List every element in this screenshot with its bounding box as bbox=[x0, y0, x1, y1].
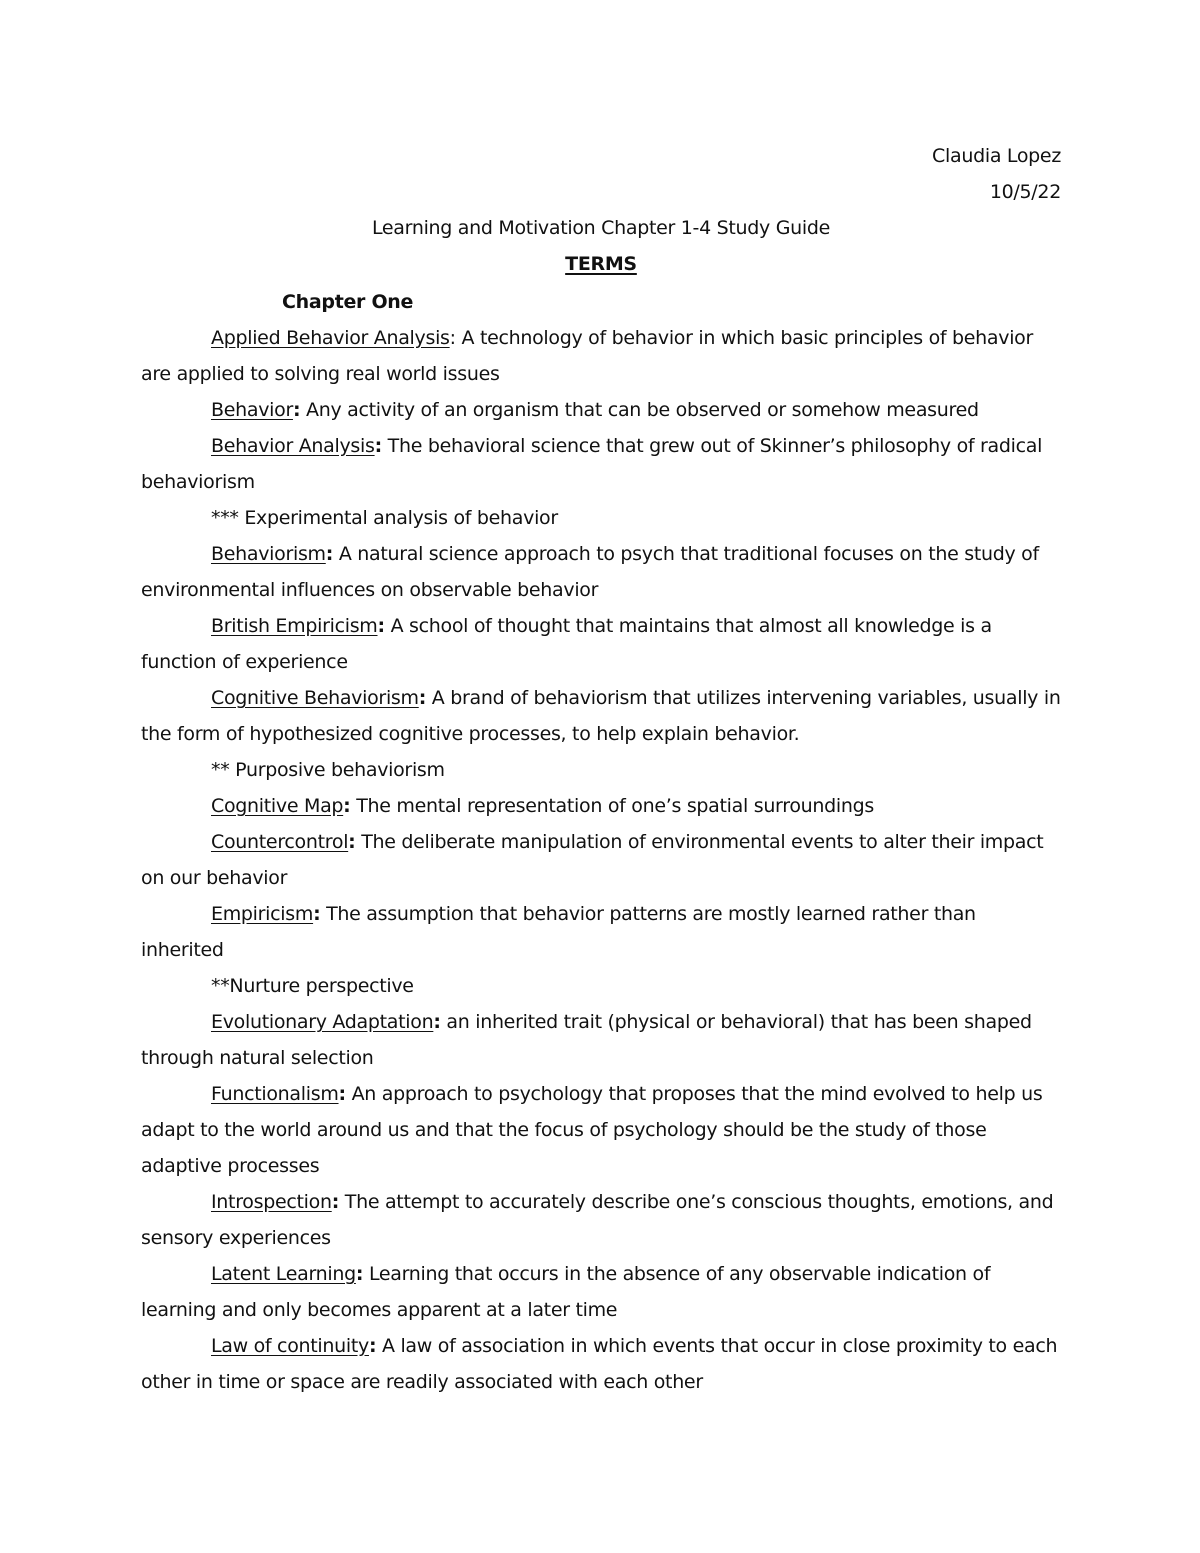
term-name: Functionalism bbox=[211, 1083, 339, 1105]
term-colon: : bbox=[374, 435, 382, 457]
term-entry bbox=[141, 1004, 1061, 1076]
term-name: Empiricism bbox=[211, 903, 314, 925]
term-name: Cognitive Map bbox=[211, 795, 344, 817]
chapter-heading: Chapter One bbox=[282, 291, 414, 313]
term-name: Law of continuity bbox=[211, 1335, 369, 1357]
term-definition: The behavioral science that grew out of Skinner’s philosophy of radical behaviorism bbox=[141, 435, 1043, 493]
term-definition: An approach to psychology that proposes that the mind evolved to help us adapt to the world around us and that the focus of psychology should be the study of those adaptive processes bbox=[141, 1083, 1043, 1177]
term-definition: The mental representation of one’s spatial surroundings bbox=[350, 795, 874, 817]
term-colon: : bbox=[338, 1083, 346, 1105]
term-name: Evolutionary Adaptation bbox=[211, 1011, 434, 1033]
term-colon: : bbox=[313, 903, 321, 925]
term-name: Behavior bbox=[211, 399, 293, 421]
term-definition: A technology of behavior in which basic principles of behavior are applied to solving real world issues bbox=[141, 327, 1034, 385]
term-colon: : bbox=[433, 1011, 441, 1033]
term-entry bbox=[141, 608, 1061, 680]
term-definition: A law of association in which events that occur in close proximity to each other in time or space are readily associated with each other bbox=[141, 1335, 1058, 1393]
term-colon: : bbox=[325, 543, 334, 565]
term-entry bbox=[141, 680, 1061, 752]
term-entry bbox=[141, 392, 1061, 428]
term-note: *** Experimental analysis of behavior bbox=[211, 507, 558, 529]
term-name: Behavior Analysis bbox=[211, 435, 375, 457]
term-colon: : bbox=[418, 687, 427, 709]
section-heading-text: TERMS bbox=[565, 253, 637, 275]
term-note: ** Purposive behaviorism bbox=[211, 759, 445, 781]
term-colon: : bbox=[292, 399, 301, 421]
term-definition: A school of thought that maintains that almost all knowledge is a function of experience bbox=[141, 615, 992, 673]
term-name: Countercontrol bbox=[211, 831, 349, 853]
term-entry bbox=[141, 1256, 1061, 1328]
term-name: Latent Learning bbox=[211, 1263, 356, 1285]
term-entry bbox=[141, 1184, 1061, 1256]
term-definition: A natural science approach to psych that traditional focuses on the study of environmental influences on observable behavior bbox=[141, 543, 1039, 601]
term-entry bbox=[141, 788, 1061, 824]
term-definition: A brand of behaviorism that utilizes intervening variables, usually in the form of hypothesized cognitive processes, to help explain behavior. bbox=[141, 687, 1061, 745]
section-heading bbox=[141, 246, 1061, 282]
author-name: Claudia Lopez bbox=[932, 145, 1061, 167]
term-definition: Learning that occurs in the absence of any observable indication of learning and only becomes apparent at a later time bbox=[141, 1263, 991, 1321]
term-note: **Nurture perspective bbox=[211, 975, 414, 997]
term-colon: : bbox=[331, 1191, 340, 1213]
term-entry bbox=[141, 1328, 1061, 1400]
term-name: Behaviorism bbox=[211, 543, 326, 565]
term-definition: an inherited trait (physical or behavioral) that has been shaped through natural selection bbox=[141, 1011, 1032, 1069]
document-title: Learning and Motivation Chapter 1-4 Study Guide bbox=[371, 217, 831, 239]
term-entry bbox=[141, 320, 1061, 392]
term-entry bbox=[141, 428, 1061, 500]
term-entry bbox=[141, 536, 1061, 608]
term-colon: : bbox=[377, 615, 385, 637]
term-colon: : bbox=[368, 1335, 377, 1357]
term-name: Cognitive Behaviorism bbox=[211, 687, 419, 709]
term-entry bbox=[141, 824, 1061, 896]
term-definition: The attempt to accurately describe one’s conscious thoughts, emotions, and sensory experiences bbox=[141, 1191, 1054, 1249]
term-definition: Any activity of an organism that can be observed or somehow measured bbox=[300, 399, 979, 421]
document-body bbox=[141, 138, 1061, 1400]
term-name: British Empiricism bbox=[211, 615, 378, 637]
term-name: Applied Behavior Analysis bbox=[211, 327, 450, 349]
document-date: 10/5/22 bbox=[989, 181, 1061, 203]
term-entry bbox=[141, 1076, 1061, 1184]
term-entry bbox=[141, 896, 1061, 968]
term-definition: The assumption that behavior patterns are mostly learned rather than inherited bbox=[141, 903, 976, 961]
term-colon: : bbox=[348, 831, 356, 853]
term-definition: The deliberate manipulation of environmental events to alter their impact on our behavior bbox=[141, 831, 1044, 889]
term-name: Introspection bbox=[211, 1191, 332, 1213]
term-colon: : bbox=[343, 795, 351, 817]
term-colon: : bbox=[449, 327, 456, 349]
term-colon: : bbox=[355, 1263, 364, 1285]
